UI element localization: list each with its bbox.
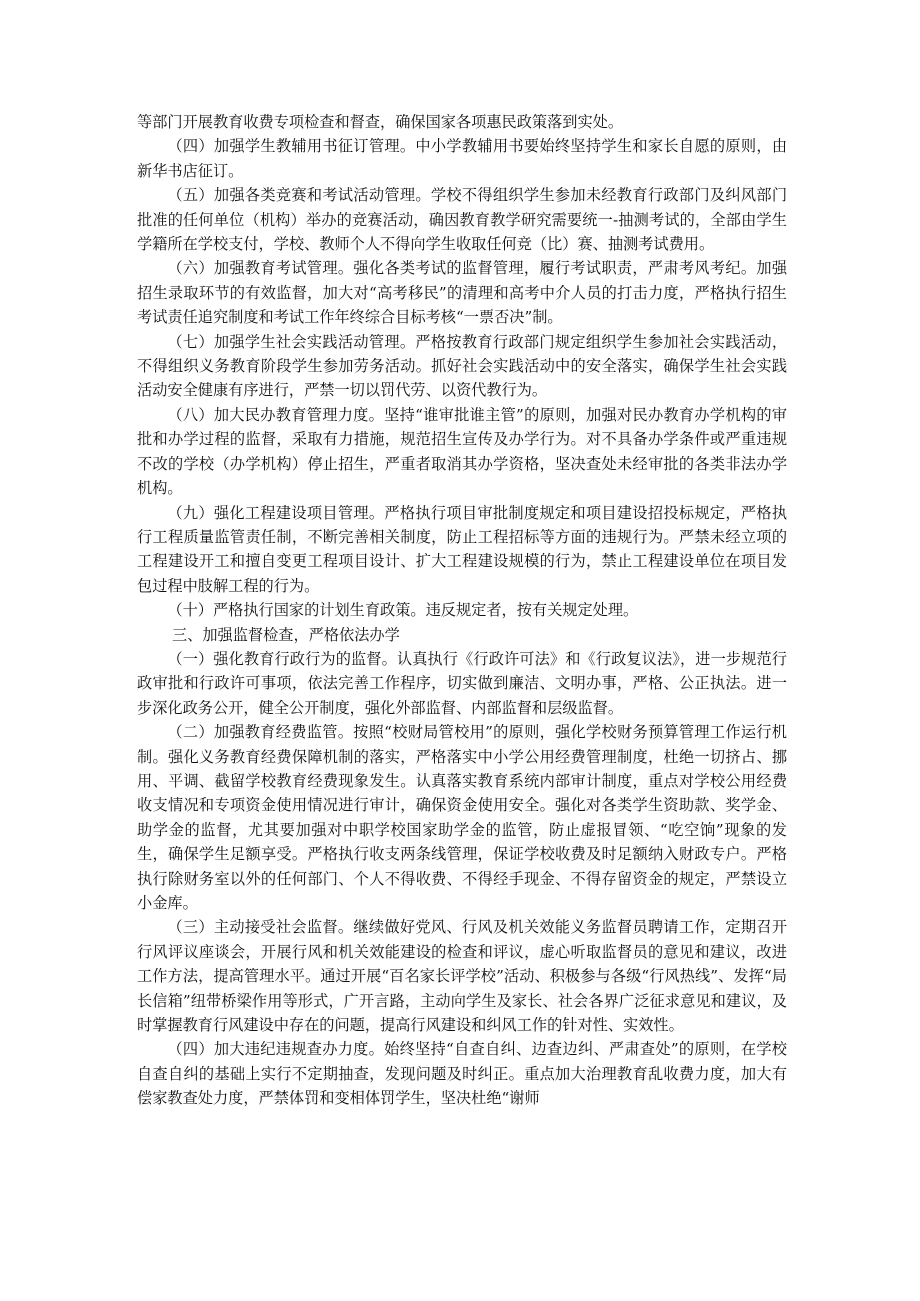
paragraph-item-10-family-planning: （十）严格执行国家的计划生育政策。违反规定者，按有关规定处理。 xyxy=(167,601,639,620)
paragraph-sub-3-social-supervision: （三）主动接受社会监督。继续做好党风、行风及机关效能义务监督员聘请工作，定期召开行风评议座谈会，开展行风和机关效能建设的检查和评议，虚心听取监督员的意见和建议，改进工作方法，提高管理水平。通过开展“百名家长评学校”活动、积极参与各级“行风热线”、发挥“局长信箱”纽带桥梁作用等形式，广开言路，主动向学生及家长、社会各界广泛征求意见和建议，及时掌握教育行风建设中存在的问题，提高行风建设和纠风工作的针对性、实效性。 xyxy=(137,918,787,1035)
paragraph-sub-1-administrative: （一）强化教育行政行为的监督。认真执行《行政许可法》和《行政复议法》，进一步规范行政审批和行政许可事项，依法完善工作程序，切实做到廉洁、文明办事，严格、公正执法。进一步深化政务公开，健全公开制度，强化外部监督、内部监督和层级监督。 xyxy=(137,649,787,717)
paragraph-item-4-textbooks: （四）加强学生教辅用书征订管理。中小学教辅用书要始终坚持学生和家长自愿的原则，由新华书店征订。 xyxy=(137,137,787,180)
paragraph-item-8-private-education: （八）加大民办教育管理力度。坚持“谁审批谁主管”的原则，加强对民办教育办学机构的审批和办学过程的监督，采取有力措施，规范招生宣传及办学行为。对不具备办学条件或严重违规不改的学校（办学机构）停止招生，严重者取消其办学资格，坚决查处未经审批的各类非法办学机构。 xyxy=(137,405,787,498)
paragraph-item-6-exams: （六）加强教育考试管理。强化各类考试的监督管理，履行考试职责，严肃考风考纪。加强招生录取环节的有效监督，加大对“高考移民”的清理和高考中介人员的打击力度，严格执行招生考试责任追究制度和考试工作年终综合目标考核“一票否决”制。 xyxy=(137,259,787,327)
paragraph-continuation: 等部门开展教育收费专项检查和督查，确保国家各项惠民政策落到实处。 xyxy=(137,113,623,131)
paragraph-sub-4-violations: （四）加大违纪违规查办力度。始终坚持“自查自纠、边查边纠、严肃查处”的原则，在学校自查自纠的基础上实行不定期抽查，发现问题及时纠正。重点加大治理教育乱收费力度，加大有偿家教查处力度，严禁体罚和变相体罚学生，坚决杜绝“谢师 xyxy=(137,1040,787,1108)
paragraph-item-9-construction: （九）强化工程建设项目管理。严格执行项目审批制度规定和项目建设招投标规定，严格执行工程质量监管责任制，不断完善相关制度，防止工程招标等方面的违规行为。严禁未经立项的工程建设开工和擅自变更工程项目设计、扩大工程建设规模的行为，禁止工程建设单位在项目发包过程中肢解工程的行为。 xyxy=(137,503,787,595)
paragraph-item-7-social-practice: （七）加强学生社会实践活动管理。严格按教育行政部门规定组织学生参加社会实践活动，不得组织义务教育阶段学生参加劳务活动。抓好社会实践活动中的安全落实，确保学生社会实践活动安全健康有序进行，严禁一切以罚代劳、以资代教行为。 xyxy=(137,332,787,400)
section-heading-3: 三、加强监督检查，严格依法办学 xyxy=(171,625,400,644)
paragraph-sub-2-funding: （二）加强教育经费监管。按照“校财局管校用”的原则，强化学校财务预算管理工作运行机制。强化义务教育经费保障机制的落实，严格落实中小学公用经费管理制度，杜绝一切挤占、挪用、平调、截留学校教育经费现象发生。认真落实教育系统内部审计制度，重点对学校公用经费收支情况和专项资金使用情况进行审计，确保资金使用安全。强化对各类学生资助款、奖学金、助学金的监督，尤其要加强对中职学校国家助学金的监管，防止虚报冒领、“吃空饷”现象的发生，确保学生足额享受。严格执行收支两条线管理，保证学校收费及时足额纳入财政专户。严格执行除财务室以外的任何部门、个人不得收费、不得经手现金、不得存留资金的规定，严禁设立小金库。 xyxy=(137,723,787,912)
paragraph-item-5-competitions: （五）加强各类竞赛和考试活动管理。学校不得组织学生参加未经教育行政部门及纠风部门批准的任何单位（机构）举办的竞赛活动，确因教育教学研究需要统一-抽测考试的，全部由学生学籍所在学校支付，学校、教师个人不得向学生收取任何竞（比）赛、抽测考试费用。 xyxy=(137,186,787,254)
document-page xyxy=(137,110,787,1111)
